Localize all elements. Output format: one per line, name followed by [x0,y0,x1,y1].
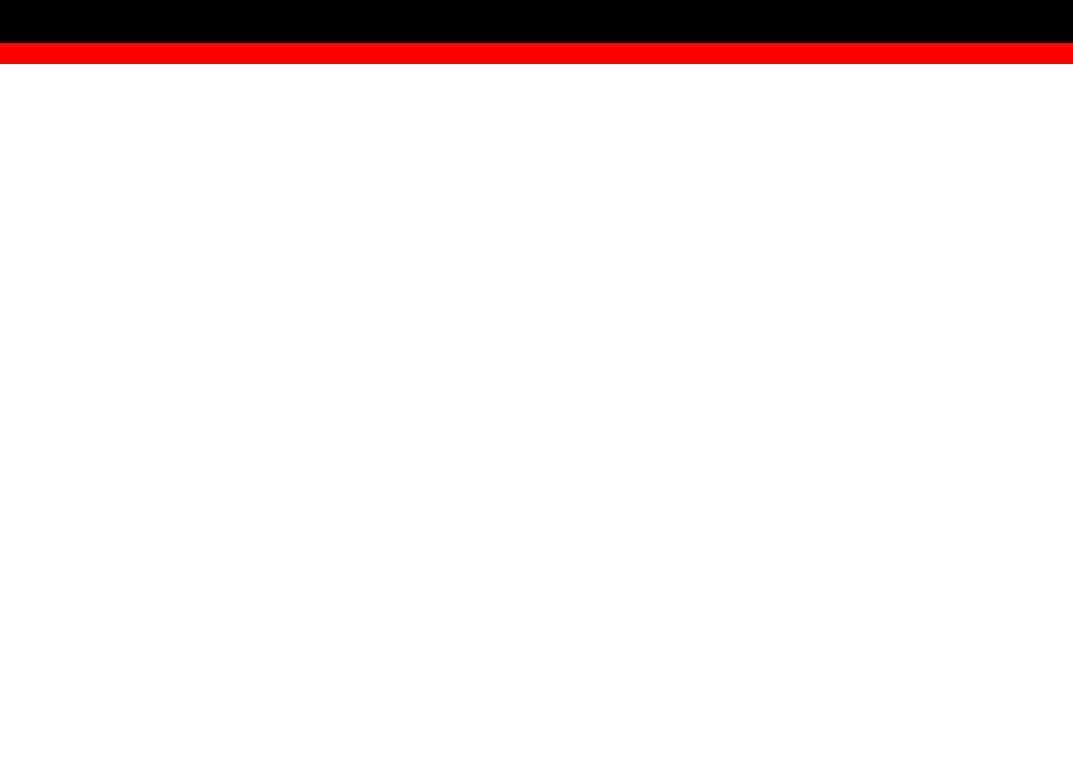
title-bar [0,0,1073,43]
header-row [0,43,1073,64]
